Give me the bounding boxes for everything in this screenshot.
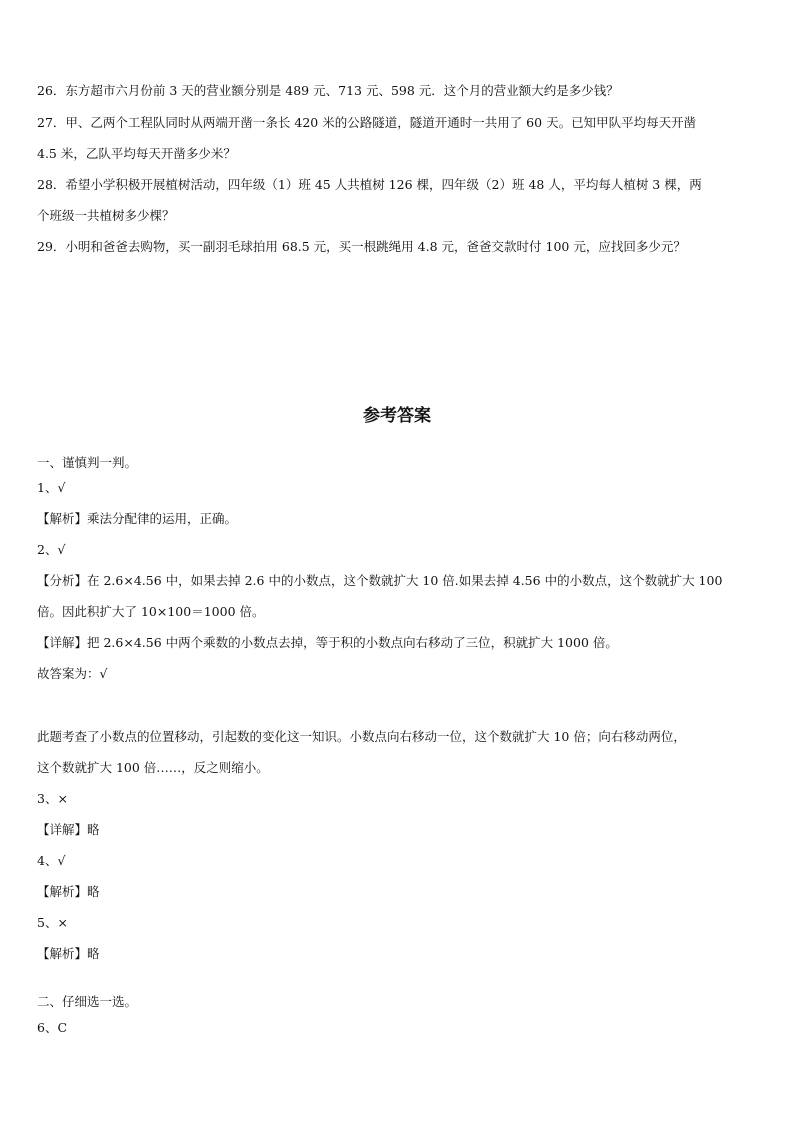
answer-2-comment-line-1: 此题考查了小数点的位置移动，引起数的变化这一知识。小数点向右移动一位，这个数就扩大 10 倍；向右移动两位， <box>37 729 686 744</box>
answer-5: 5、× <box>37 915 68 930</box>
answer-2-comment-line-2: 这个数就扩大 100 倍……，反之则缩小。 <box>37 760 269 775</box>
answer-3: 3、× <box>37 791 68 806</box>
answer-4: 4、√ <box>37 853 66 868</box>
answer-2: 2、√ <box>37 542 66 557</box>
answer-title: 参考答案 <box>363 406 431 426</box>
answer-4-note: 【解析】略 <box>37 884 100 899</box>
question-27-line-2: 4.5 米，乙队平均每天开凿多少米？ <box>37 146 236 161</box>
question-28-line-1: 28．希望小学积极开展植树活动，四年级（1）班 45 人共植树 126 棵，四年级（2）班 48 人，平均每人植树 3 棵，两 <box>37 177 702 192</box>
answer-2-analysis-line-2: 倍。因此积扩大了 10×100＝1000 倍。 <box>37 604 265 619</box>
answer-1: 1、√ <box>37 480 66 495</box>
answer-2-conclusion: 故答案为：√ <box>37 666 108 681</box>
question-28-line-2: 个班级一共植树多少棵？ <box>37 208 175 223</box>
answer-2-analysis-line-1: 【分析】在 2.6×4.56 中，如果去掉 2.6 中的小数点，这个数就扩大 10 倍.如果去掉 4.56 中的小数点，这个数就扩大 100 <box>37 573 723 588</box>
answer-3-note: 【详解】略 <box>37 822 100 837</box>
section-1-heading: 一、谨慎判一判。 <box>37 455 138 470</box>
question-29: 29．小明和爸爸去购物，买一副羽毛球拍用 68.5 元，买一根跳绳用 4.8 元，爸爸交款时付 100 元，应找回多少元？ <box>37 239 686 254</box>
answer-5-note: 【解析】略 <box>37 946 100 961</box>
answer-2-detail: 【详解】把 2.6×4.56 中两个乘数的小数点去掉，等于积的小数点向右移动了三位，积就扩大 1000 倍。 <box>37 635 618 650</box>
answer-1-note: 【解析】乘法分配律的运用，正确。 <box>37 511 238 526</box>
question-27-line-1: 27．甲、乙两个工程队同时从两端开凿一条长 420 米的公路隧道，隧道开通时一共用了 60 天。已知甲队平均每天开凿 <box>37 115 697 130</box>
question-26: 26．东方超市六月份前 3 天的营业额分别是 489 元、713 元、598 元．这个月的营业额大约是多少钱？ <box>37 83 619 98</box>
answer-6: 6、C <box>37 1020 68 1035</box>
section-2-heading: 二、仔细选一选。 <box>37 994 138 1009</box>
